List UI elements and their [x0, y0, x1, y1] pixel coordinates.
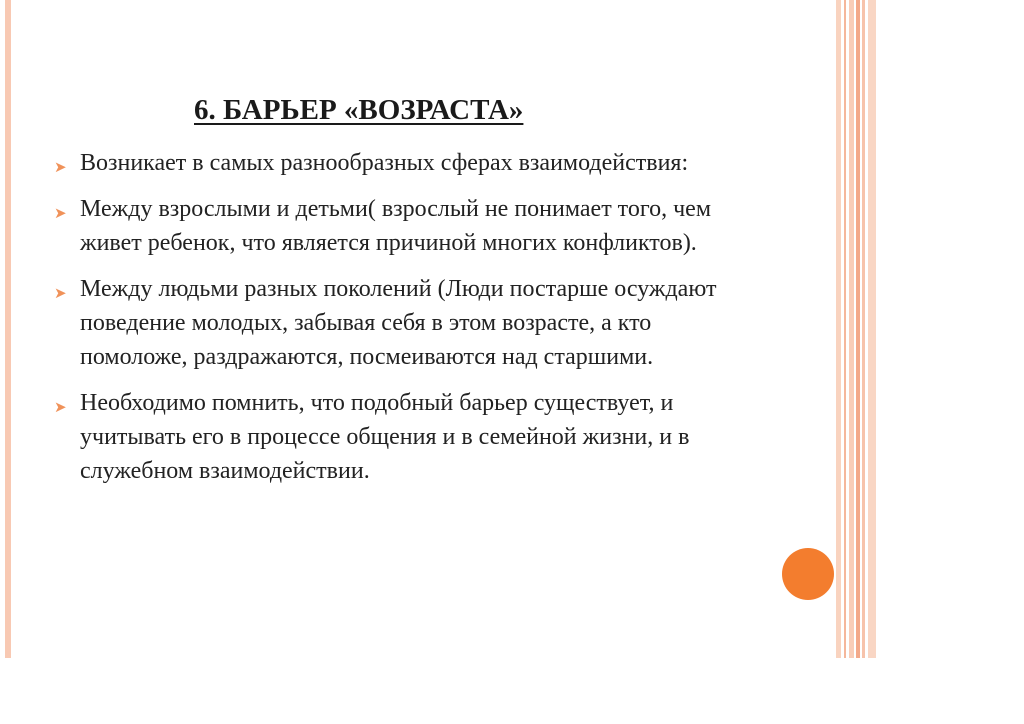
chevron-bullet-icon: ➤ [54, 398, 67, 416]
bullet-text: Между людьми разных поколений (Люди постарше осуждают поведение молодых, забывая себя в этом возрасте, а кто помоложе, раздражаются, посмеиваются над старшими. [80, 276, 717, 370]
chevron-bullet-icon: ➤ [54, 158, 67, 176]
right-decorative-band [836, 0, 876, 658]
left-decorative-stripe [5, 0, 11, 658]
bullet-text: Возникает в самых разнообразных сферах взаимодействия: [80, 150, 689, 176]
right-stripe [862, 0, 865, 658]
bullet-text: Необходимо помнить, что подобный барьер существует, и учитывать его в процессе общения и в семейной жизни, и в служебном взаимодействии. [80, 390, 690, 484]
right-stripe [836, 0, 841, 658]
chevron-bullet-icon: ➤ [54, 204, 67, 222]
chevron-bullet-icon: ➤ [54, 284, 67, 302]
bullet-text: Между взрослыми и детьми( взрослый не понимает того, чем живет ребенок, что является причиной многих конфликтов). [80, 196, 712, 256]
bullet-list [54, 146, 754, 500]
bullet-item [54, 386, 754, 488]
right-stripe [856, 0, 860, 658]
bullet-item [54, 146, 754, 180]
bullet-item [54, 272, 754, 374]
slide-title: 6. БАРЬЕР «ВОЗРАСТА» [194, 94, 524, 126]
right-stripe [844, 0, 846, 658]
bullet-item [54, 192, 754, 260]
orange-circle-decoration [782, 548, 834, 600]
right-stripe [868, 0, 876, 658]
right-stripe [849, 0, 854, 658]
